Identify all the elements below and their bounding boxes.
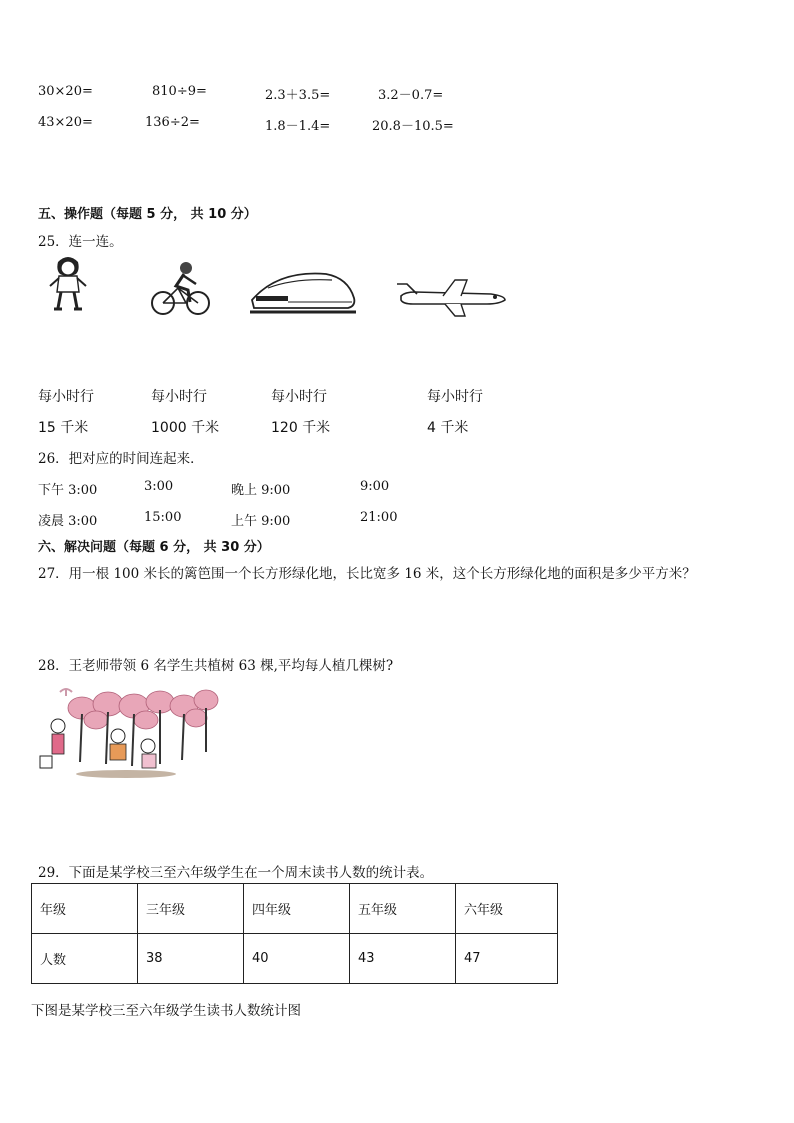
table-cell: 40 bbox=[244, 934, 350, 984]
table-cell: 五年级 bbox=[350, 884, 456, 934]
question-29-text: 29．下面是某学校三至六年级学生在一个周末读书人数的统计表。 bbox=[38, 865, 434, 881]
table-cell: 六年级 bbox=[456, 884, 558, 934]
chart-caption: 下图是某学校三至六年级学生读书人数统计图 bbox=[31, 1003, 301, 1019]
speed-label: 每小时行 bbox=[38, 389, 94, 405]
table-row bbox=[32, 884, 558, 934]
table-cell: 38 bbox=[138, 934, 244, 984]
calc-item: 1.8－1.4= bbox=[265, 119, 331, 134]
calc-item: 136÷2= bbox=[145, 115, 200, 130]
high-speed-train-illustration bbox=[248, 266, 358, 318]
airplane-illustration bbox=[395, 276, 509, 318]
question-26-text: 26．把对应的时间连起来． bbox=[38, 451, 204, 467]
table-cell: 三年级 bbox=[138, 884, 244, 934]
table-cell: 年级 bbox=[32, 884, 138, 934]
calc-item: 3.2－0.7= bbox=[378, 88, 444, 103]
calc-item: 30×20= bbox=[38, 84, 93, 99]
cyclist-illustration bbox=[150, 260, 212, 318]
table-cell: 人数 bbox=[32, 934, 138, 984]
tree-planting-illustration bbox=[36, 684, 222, 780]
table-cell: 43 bbox=[350, 934, 456, 984]
speed-label: 每小时行 bbox=[427, 389, 483, 405]
time-item: 凌晨 3:00 bbox=[38, 514, 98, 529]
table-row bbox=[32, 934, 558, 984]
time-item: 9:00 bbox=[360, 479, 390, 494]
time-item: 3:00 bbox=[144, 479, 174, 494]
question-25-text: 25．连一连。 bbox=[38, 234, 123, 250]
calc-item: 810÷9= bbox=[152, 84, 207, 99]
question-27-text: 27．用一根 100 米长的篱笆围一个长方形绿化地，长比宽多 16 米，这个长方形绿化地的面积是多少平方米？ bbox=[38, 566, 696, 582]
calc-item: 43×20= bbox=[38, 115, 93, 130]
speed-label: 每小时行 bbox=[151, 389, 207, 405]
reading-stats-table bbox=[31, 883, 558, 984]
question-28-text: 28．王老师带领 6 名学生共植树 63 棵,平均每人植几棵树? bbox=[38, 658, 394, 674]
table-cell: 47 bbox=[456, 934, 558, 984]
time-item: 21:00 bbox=[360, 510, 398, 525]
section-heading: 六、解决问题（每题 6 分， 共 30 分） bbox=[38, 540, 270, 555]
calc-item: 20.8－10.5= bbox=[372, 119, 454, 134]
table-cell: 四年级 bbox=[244, 884, 350, 934]
calc-item: 2.3＋3.5= bbox=[265, 88, 331, 103]
speed-value: 120 千米 bbox=[271, 420, 331, 436]
walking-girl-illustration bbox=[44, 252, 92, 314]
section-heading: 五、操作题（每题 5 分， 共 10 分） bbox=[38, 207, 257, 222]
speed-value: 4 千米 bbox=[427, 420, 469, 436]
time-item: 15:00 bbox=[144, 510, 182, 525]
speed-value: 15 千米 bbox=[38, 420, 89, 436]
speed-value: 1000 千米 bbox=[151, 420, 220, 436]
speed-label: 每小时行 bbox=[271, 389, 327, 405]
time-item: 晚上 9:00 bbox=[231, 483, 291, 498]
time-item: 上午 9:00 bbox=[231, 514, 291, 529]
time-item: 下午 3:00 bbox=[38, 483, 98, 498]
